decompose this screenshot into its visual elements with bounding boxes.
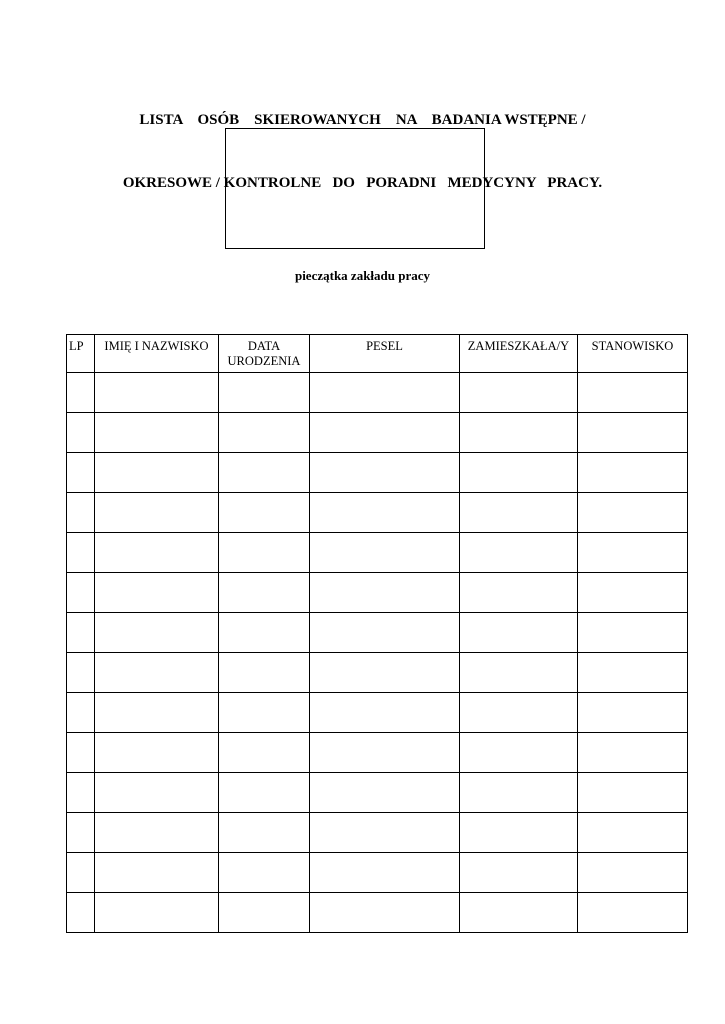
table-row bbox=[67, 813, 688, 853]
cell-address bbox=[460, 573, 578, 613]
cell-address bbox=[460, 413, 578, 453]
cell-name bbox=[95, 373, 219, 413]
table-body bbox=[67, 373, 688, 933]
cell-lp bbox=[67, 813, 95, 853]
cell-position bbox=[578, 893, 688, 933]
cell-address bbox=[460, 773, 578, 813]
cell-position bbox=[578, 773, 688, 813]
cell-birth-date bbox=[219, 613, 310, 653]
table-row bbox=[67, 653, 688, 693]
cell-birth-date bbox=[219, 413, 310, 453]
cell-pesel bbox=[310, 493, 460, 533]
table-row bbox=[67, 373, 688, 413]
cell-name bbox=[95, 893, 219, 933]
cell-lp bbox=[67, 373, 95, 413]
header-address: ZAMIESZKAŁA/Y bbox=[460, 335, 578, 373]
table-row bbox=[67, 733, 688, 773]
cell-pesel bbox=[310, 893, 460, 933]
header-birth-date-line-1: DATA bbox=[247, 339, 281, 353]
cell-address bbox=[460, 853, 578, 893]
cell-birth-date bbox=[219, 493, 310, 533]
cell-pesel bbox=[310, 533, 460, 573]
cell-name bbox=[95, 853, 219, 893]
cell-birth-date bbox=[219, 573, 310, 613]
cell-pesel bbox=[310, 773, 460, 813]
cell-address bbox=[460, 693, 578, 733]
cell-name bbox=[95, 653, 219, 693]
header-birth-date-line-2: URODZENIA bbox=[227, 354, 301, 368]
cell-name bbox=[95, 733, 219, 773]
cell-pesel bbox=[310, 373, 460, 413]
company-stamp-box bbox=[225, 128, 485, 249]
cell-birth-date bbox=[219, 773, 310, 813]
cell-name bbox=[95, 573, 219, 613]
cell-birth-date bbox=[219, 893, 310, 933]
header-name: IMIĘ I NAZWISKO bbox=[95, 335, 219, 373]
cell-birth-date bbox=[219, 813, 310, 853]
cell-birth-date bbox=[219, 653, 310, 693]
cell-address bbox=[460, 373, 578, 413]
cell-birth-date bbox=[219, 533, 310, 573]
cell-position bbox=[578, 533, 688, 573]
cell-name bbox=[95, 413, 219, 453]
table-row bbox=[67, 573, 688, 613]
cell-birth-date bbox=[219, 693, 310, 733]
cell-birth-date bbox=[219, 733, 310, 773]
stamp-caption: pieczątka zakładu pracy bbox=[294, 268, 431, 283]
cell-lp bbox=[67, 853, 95, 893]
cell-birth-date bbox=[219, 453, 310, 493]
cell-address bbox=[460, 733, 578, 773]
cell-address bbox=[460, 493, 578, 533]
cell-lp bbox=[67, 733, 95, 773]
cell-lp bbox=[67, 533, 95, 573]
cell-name bbox=[95, 773, 219, 813]
cell-position bbox=[578, 453, 688, 493]
cell-lp bbox=[67, 493, 95, 533]
cell-birth-date bbox=[219, 853, 310, 893]
cell-position bbox=[578, 413, 688, 453]
table-row bbox=[67, 853, 688, 893]
title-line-1: LISTA OSÓB SKIEROWANYCH NA BADANIA WSTĘPNE / bbox=[139, 112, 586, 128]
cell-position bbox=[578, 573, 688, 613]
cell-address bbox=[460, 653, 578, 693]
cell-pesel bbox=[310, 453, 460, 493]
cell-name bbox=[95, 613, 219, 653]
table-row bbox=[67, 413, 688, 453]
cell-lp bbox=[67, 893, 95, 933]
cell-name bbox=[95, 493, 219, 533]
cell-lp bbox=[67, 653, 95, 693]
cell-name bbox=[95, 693, 219, 733]
cell-pesel bbox=[310, 693, 460, 733]
cell-pesel bbox=[310, 413, 460, 453]
cell-address bbox=[460, 893, 578, 933]
cell-position bbox=[578, 373, 688, 413]
cell-position bbox=[578, 853, 688, 893]
cell-lp bbox=[67, 453, 95, 493]
cell-address bbox=[460, 613, 578, 653]
cell-address bbox=[460, 453, 578, 493]
cell-name bbox=[95, 453, 219, 493]
header-lp: LP bbox=[67, 335, 95, 373]
table-row bbox=[67, 453, 688, 493]
cell-lp bbox=[67, 413, 95, 453]
cell-position bbox=[578, 653, 688, 693]
cell-birth-date bbox=[219, 373, 310, 413]
table-row bbox=[67, 693, 688, 733]
cell-lp bbox=[67, 613, 95, 653]
table-row bbox=[67, 773, 688, 813]
table-row bbox=[67, 533, 688, 573]
table-row bbox=[67, 493, 688, 533]
cell-pesel bbox=[310, 573, 460, 613]
header-position: STANOWISKO bbox=[578, 335, 688, 373]
table-header-row bbox=[67, 335, 688, 373]
cell-position bbox=[578, 493, 688, 533]
cell-address bbox=[460, 813, 578, 853]
cell-position bbox=[578, 613, 688, 653]
referral-table bbox=[66, 334, 688, 933]
cell-lp bbox=[67, 693, 95, 733]
cell-pesel bbox=[310, 733, 460, 773]
cell-pesel bbox=[310, 813, 460, 853]
cell-name bbox=[95, 533, 219, 573]
title-line-2: OKRESOWE / KONTROLNE DO PORADNI MEDYCYNY PRACY. bbox=[122, 175, 603, 191]
cell-lp bbox=[67, 773, 95, 813]
header-pesel: PESEL bbox=[310, 335, 460, 373]
cell-position bbox=[578, 693, 688, 733]
cell-position bbox=[578, 813, 688, 853]
table-row bbox=[67, 613, 688, 653]
cell-pesel bbox=[310, 613, 460, 653]
cell-pesel bbox=[310, 653, 460, 693]
cell-position bbox=[578, 733, 688, 773]
table-row bbox=[67, 893, 688, 933]
cell-name bbox=[95, 813, 219, 853]
cell-lp bbox=[67, 573, 95, 613]
cell-pesel bbox=[310, 853, 460, 893]
cell-address bbox=[460, 533, 578, 573]
header-birth-date bbox=[219, 335, 310, 373]
